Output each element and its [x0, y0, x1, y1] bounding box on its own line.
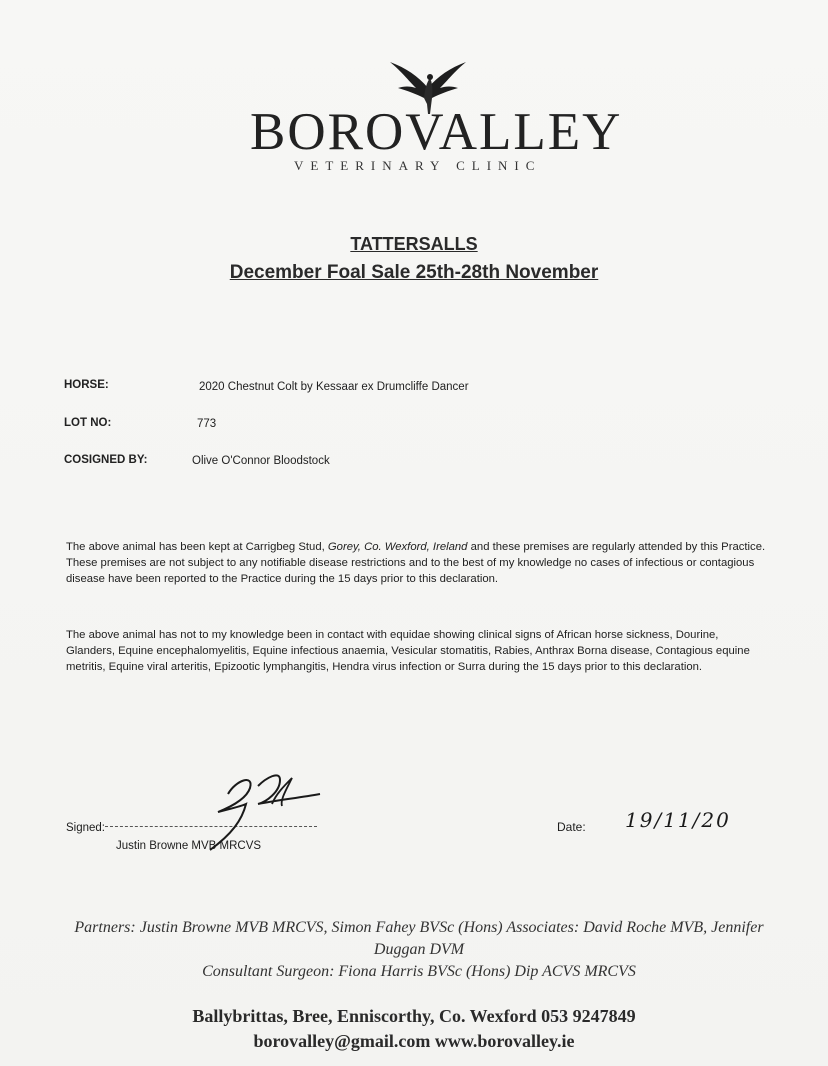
date-label: Date: [557, 820, 586, 834]
p1-text-b: and these premises are regularly attended by this Practice. These premises are not subject to any notifiable disease restrictions and to the best of my knowledge no cases of infectious or contagious disease have been reported to the Practice during the 15 days prior to this declaration. [66, 541, 766, 585]
consultant-line: Consultant Surgeon: Fiona Harris BVSc (Hons) Dip ACVS MRCVS [202, 963, 636, 980]
lot-value: 773 [197, 418, 217, 430]
declaration-paragraph-2: The above animal has not to my knowledge been in contact with equidae showing clinical signs of African horse sickness, Dourine, Glanders, Equine encephalomyelitis, Equine infectious anaemia, Vesicular stomatitis, Rabies, Anthrax Borna disease, Contagious equine metritis, Equine viral arteritis, Epizootic lymphangitis, Hendra virus infection or Surra during the 15 days prior to this declaration. [66, 629, 750, 673]
signed-label: Signed: [66, 822, 106, 834]
signer-name: Justin Browne MVB MRCVS [116, 840, 262, 852]
document-title: TATTERSALLS [350, 234, 478, 254]
date-value: 19/11/20 [625, 808, 731, 832]
consigned-value: Olive O'Connor Bloodstock [192, 455, 330, 467]
p1-text-a: The above animal has been kept at Carrigbeg Stud, [66, 541, 328, 553]
clinic-brand-subtitle: VETERINARY CLINIC [294, 158, 542, 173]
clinic-logo [248, 58, 623, 178]
horse-label: HORSE: [64, 379, 109, 391]
clinic-address: Ballybrittas, Bree, Enniscorthy, Co. Wexford 053 9247849 [192, 1006, 636, 1026]
lot-label: LOT NO: [64, 417, 112, 429]
clinic-brand-name: BOROVALLEY [250, 103, 623, 161]
horse-value: 2020 Chestnut Colt by Kessaar ex Drumcliffe Dancer [199, 381, 469, 393]
declaration-paragraph-1 [66, 539, 766, 587]
document-subtitle: December Foal Sale 25th-28th November [229, 262, 599, 283]
clinic-contact: borovalley@gmail.com www.borovalley.ie [253, 1031, 575, 1051]
consigned-label: COSIGNED BY: [64, 454, 148, 466]
partners-line: Partners: Justin Browne MVB MRCVS, Simon Fahey BVSc (Hons) Associates: David Roche MVB, Jennifer Duggan DVM [74, 919, 764, 958]
p1-location: Gorey, Co. Wexford, Ireland [327, 541, 468, 553]
